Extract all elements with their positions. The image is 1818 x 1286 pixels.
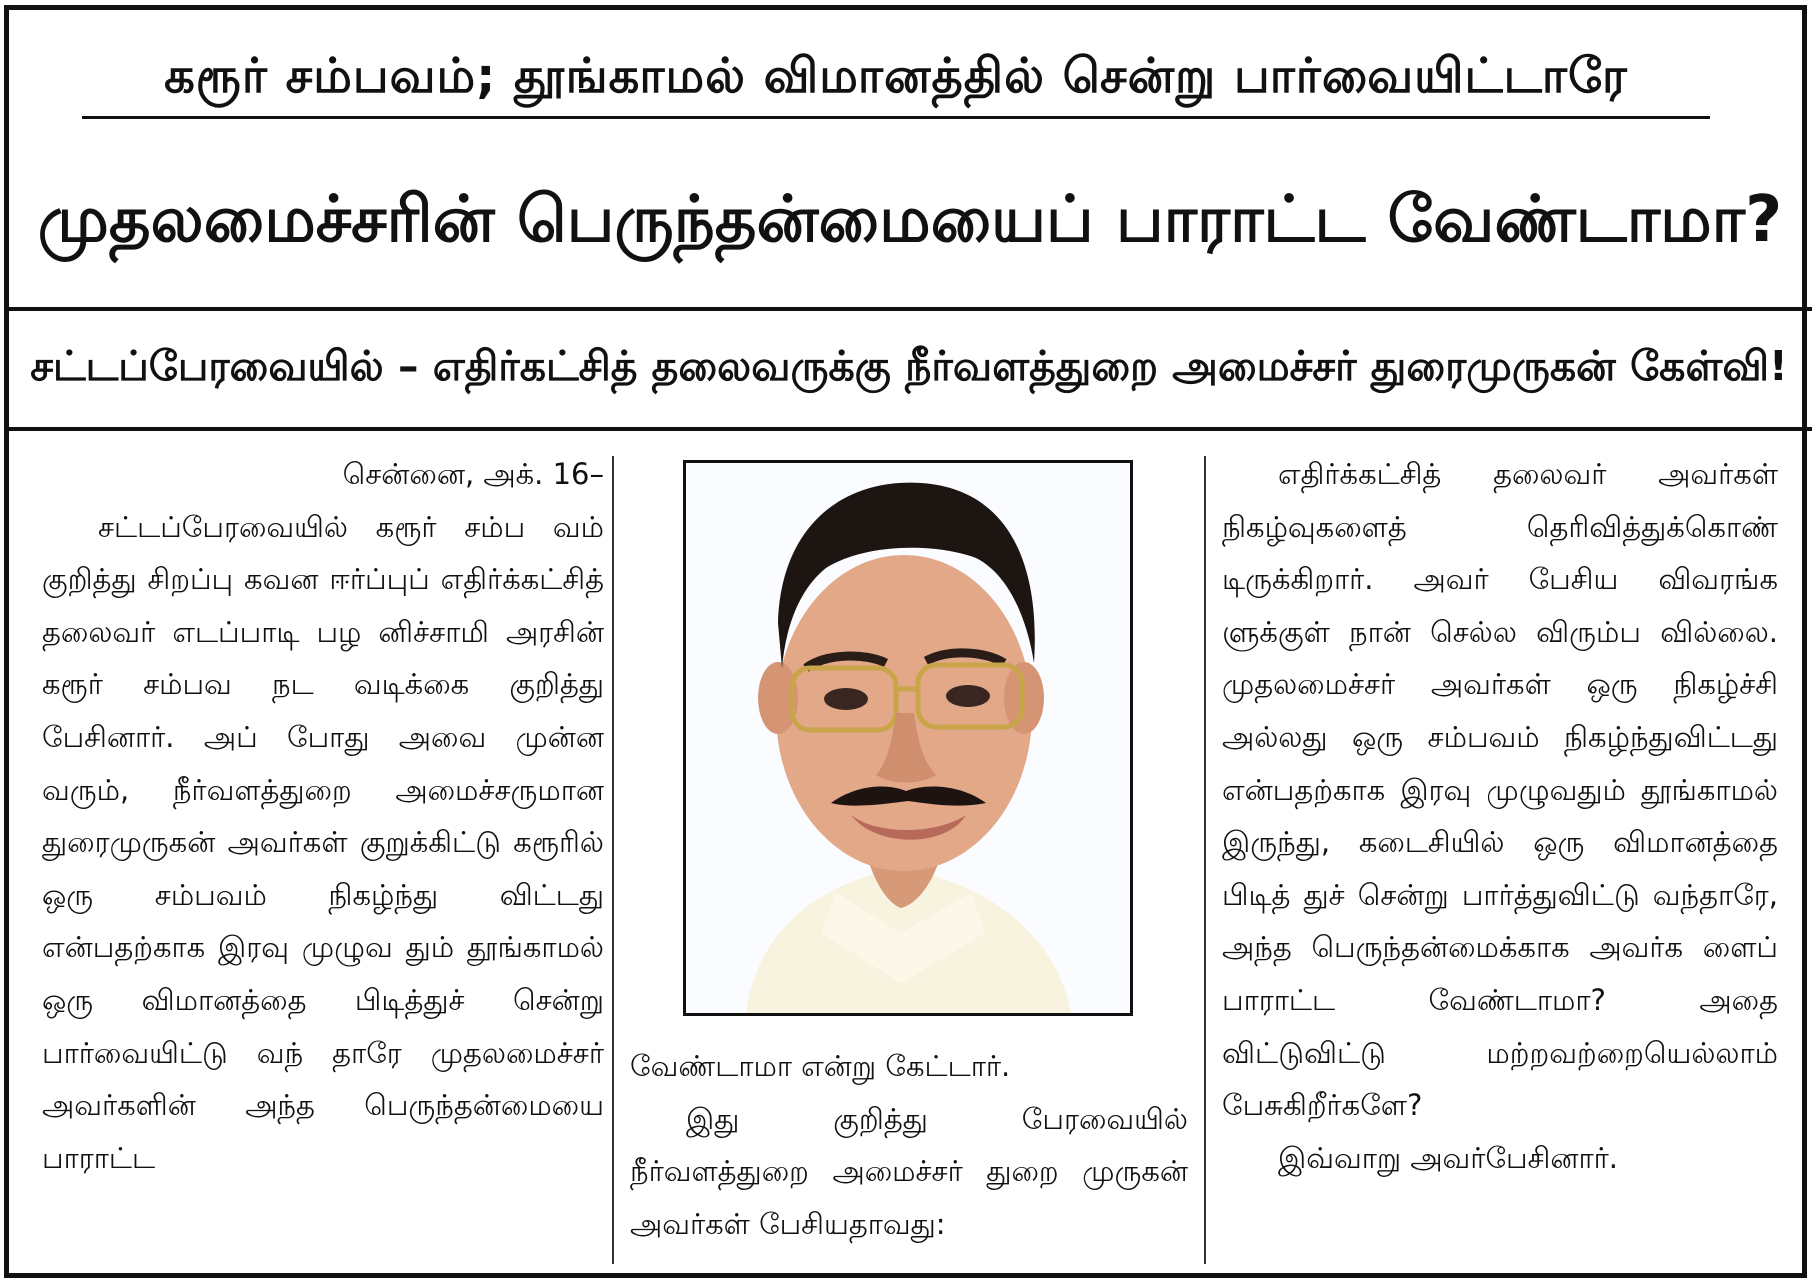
kicker-underline (82, 116, 1710, 119)
sub-headline: சட்டப்பேரவையில் – எதிர்கட்சித் தலைவருக்கு நீர்வளத்துறை அமைச்சர் துரைமுருகன் கேள்வி! (30, 342, 1788, 390)
signoff: இவ்வாறு அவர்பேசினார். (1278, 1140, 1618, 1175)
header-divider-bottom (4, 427, 1812, 431)
paragraph: இது குறித்து பேரவையில் நீர்வளத்துறை அமைச்சர் துறை முருகன் அவர்கள் பேசியதாவது: (630, 1101, 1188, 1241)
portrait-photo (683, 460, 1133, 1016)
article-column-2 (630, 1040, 1188, 1250)
paragraph: சட்டப்பேரவையில் கரூர் சம்ப வம் குறித்து சிறப்பு கவன ஈர்ப்புப் எதிர்க்கட்சித் தலைவர் எடப்பாடி பழ னிச்சாமி அரசின் கரூர் சம்பவ நட வடிக்கை குறித்து பேசினார். அப் போது அவை முன்ன வரும், நீர்வளத்துறை அமைச்சருமான துரைமுருகன் அவர்கள் குறுக்கிட்டு கரூரில் ஒரு சம்பவம் நிகழ்ந்து விட்டது என்பதற்காக இரவு முழுவ தும் தூங்காமல் ஒரு விமானத்தை பிடித்துச் சென்று பார்வையிட்டு வந் தாரே முதலமைச்சர் அவர்களின் அந்த பெருந்தன்மையை பாராட்ட (42, 509, 604, 1175)
paragraph: வேண்டாமா என்று கேட்டார். (630, 1049, 1011, 1083)
kicker-heading: கரூர் சம்பவம்; தூங்காமல் விமானத்தில் சென்று பார்வையிட்டாரே (164, 48, 1628, 104)
article-column-1 (42, 448, 604, 1184)
header-divider-top (4, 307, 1812, 311)
main-headline: முதலமைச்சரின் பெருந்தன்மையைப் பாராட்ட வேண்டாமா? (37, 183, 1783, 257)
column-rule-1 (612, 456, 614, 1264)
column-rule-2 (1204, 456, 1206, 1264)
article-column-3 (1222, 448, 1778, 1184)
paragraph: எதிர்க்கட்சித் தலைவர் அவர்கள் நிகழ்வுகளைத் தெரிவித்துக்கொண் டிருக்கிறார். அவர் பேசிய விவரங்க ளுக்குள் நான் செல்ல விரும்ப வில்லை. முதலமைச்சர் அவர்கள் ஒரு நிகழ்ச்சி அல்லது ஒரு சம்பவம் நிகழ்ந்துவிட்டது என்பதற்காக இரவு முழுவதும் தூங்காமல் இருந்து, கடைசியில் ஒரு விமானத்தை பிடித் துச் சென்று பார்த்துவிட்டு வந்தாரே, அந்த பெருந்தன்மைக்காக அவர்க ளைப் பாராட்ட வேண்டாமா? அதை விட்டுவிட்டு மற்றவற்றையெல்லாம் பேசுகிறீர்களே? (1222, 457, 1778, 1123)
portrait-illustration (686, 463, 1130, 1013)
dateline: சென்னை, அக். 16– (342, 457, 604, 491)
